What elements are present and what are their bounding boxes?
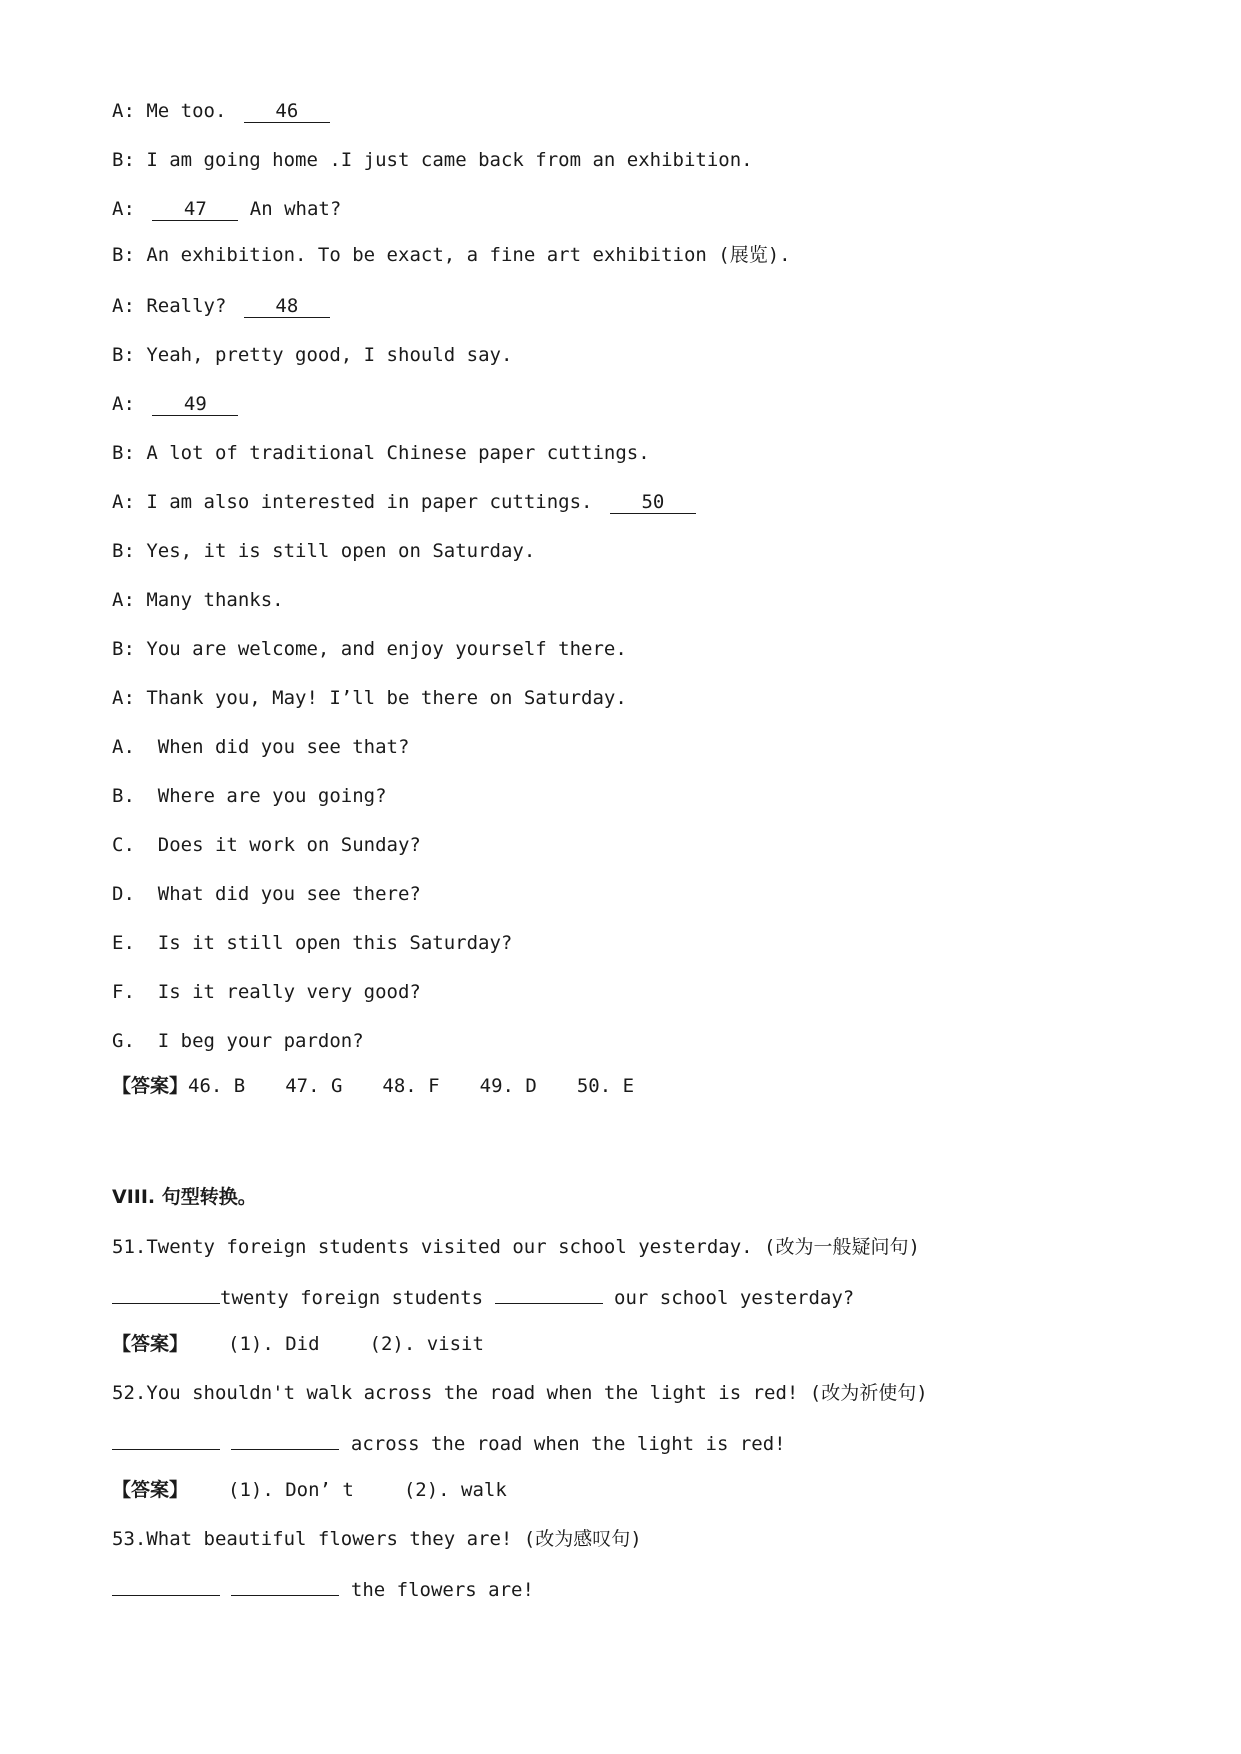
speaker: B:	[112, 442, 135, 464]
question-51-fill	[112, 1285, 854, 1311]
speaker: A:	[112, 393, 135, 415]
fill-text: the flowers are!	[350, 1579, 534, 1601]
answer-line-46-50	[112, 1073, 634, 1099]
dialogue-line-7	[112, 391, 238, 417]
answer-blank-46[interactable]: 46	[244, 100, 330, 123]
option-b: B. Where are you going?	[112, 785, 387, 807]
answer-value: (2). walk	[403, 1479, 507, 1501]
dialogue-text: I am going home .I just came back from an exhibition.	[146, 149, 753, 171]
question-52-fill	[112, 1431, 786, 1457]
dialogue-text: Yes, it is still open on Saturday.	[146, 540, 536, 562]
answer-value: (2). visit	[369, 1333, 484, 1355]
section-heading: VIII. 句型转换。	[112, 1186, 257, 1208]
option-e: E. Is it still open this Saturday?	[112, 932, 513, 954]
fill-blank[interactable]	[495, 1285, 603, 1304]
fill-blank[interactable]	[112, 1577, 220, 1596]
dialogue-text: Thank you, May! I’ll be there on Saturday.	[146, 687, 627, 709]
dialogue-line-11	[112, 587, 284, 613]
answer-value: (1). Did	[228, 1333, 320, 1355]
dialogue-line-3	[112, 196, 341, 222]
dialogue-text: Yeah, pretty good, I should say.	[146, 344, 513, 366]
speaker: A:	[112, 198, 135, 220]
answer-value: 50. E	[576, 1075, 635, 1097]
fill-text: twenty foreign students	[220, 1287, 484, 1309]
question-51-prompt: 51.Twenty foreign students visited our school yesterday. (改为一般疑问句)	[112, 1236, 920, 1258]
dialogue-text: You are welcome, and enjoy yourself there.	[146, 638, 627, 660]
answer-label: 【答案】	[112, 1333, 189, 1355]
answer-blank-50[interactable]: 50	[610, 491, 696, 514]
dialogue-text: Really?	[146, 295, 227, 317]
fill-blank[interactable]	[112, 1431, 220, 1450]
fill-blank[interactable]	[112, 1285, 220, 1304]
speaker: B:	[112, 344, 135, 366]
speaker: B:	[112, 244, 135, 266]
speaker: A:	[112, 589, 135, 611]
speaker: B:	[112, 149, 135, 171]
answer-blank-47[interactable]: 47	[152, 198, 238, 221]
question-51-answer	[112, 1331, 484, 1357]
question-52-answer	[112, 1477, 507, 1503]
fill-blank[interactable]	[231, 1431, 339, 1450]
dialogue-text: An exhibition. To be exact, a fine art exhibition (展览).	[146, 244, 791, 266]
speaker: A:	[112, 687, 135, 709]
option-g: G. I beg your pardon?	[112, 1030, 364, 1052]
answer-blank-49[interactable]: 49	[152, 393, 238, 416]
answer-value: 49. D	[479, 1075, 537, 1097]
fill-blank[interactable]	[231, 1577, 339, 1596]
dialogue-line-8	[112, 440, 650, 466]
option-f: F. Is it really very good?	[112, 981, 421, 1003]
dialogue-line-5	[112, 293, 330, 319]
dialogue-line-1	[112, 98, 330, 124]
answer-value: 46. B	[188, 1075, 246, 1097]
dialogue-line-12	[112, 636, 627, 662]
option-c: C. Does it work on Sunday?	[112, 834, 421, 856]
answer-label: 【答案】	[112, 1479, 189, 1501]
dialogue-line-13	[112, 685, 627, 711]
speaker: B:	[112, 540, 135, 562]
speaker: B:	[112, 638, 135, 660]
fill-text: our school yesterday?	[614, 1287, 855, 1309]
answer-label: 【答案】	[112, 1075, 189, 1097]
dialogue-text: Me too.	[146, 100, 227, 122]
question-53-prompt: 53.What beautiful flowers they are! (改为感叹句)	[112, 1528, 642, 1550]
question-53-fill	[112, 1577, 534, 1603]
dialogue-line-4	[112, 242, 791, 268]
answer-value: (1). Don’ t	[228, 1479, 354, 1501]
dialogue-text: Many thanks.	[146, 589, 284, 611]
speaker: A:	[112, 491, 135, 513]
dialogue-line-10	[112, 538, 535, 564]
dialogue-line-9	[112, 489, 696, 515]
answer-blank-48[interactable]: 48	[244, 295, 330, 318]
answer-value: 47. G	[285, 1075, 343, 1097]
option-d: D. What did you see there?	[112, 883, 421, 905]
option-a: A. When did you see that?	[112, 736, 410, 758]
dialogue-line-2	[112, 147, 753, 173]
dialogue-text: A lot of traditional Chinese paper cuttings.	[146, 442, 650, 464]
answer-value: 48. F	[382, 1075, 440, 1097]
question-52-prompt: 52.You shouldn't walk across the road when the light is red! (改为祈使句)	[112, 1382, 928, 1404]
dialogue-text: I am also interested in paper cuttings.	[146, 491, 593, 513]
fill-text: across the road when the light is red!	[350, 1433, 786, 1455]
speaker: A:	[112, 295, 135, 317]
dialogue-text: An what?	[249, 198, 342, 220]
speaker: A:	[112, 100, 135, 122]
dialogue-line-6	[112, 342, 512, 368]
